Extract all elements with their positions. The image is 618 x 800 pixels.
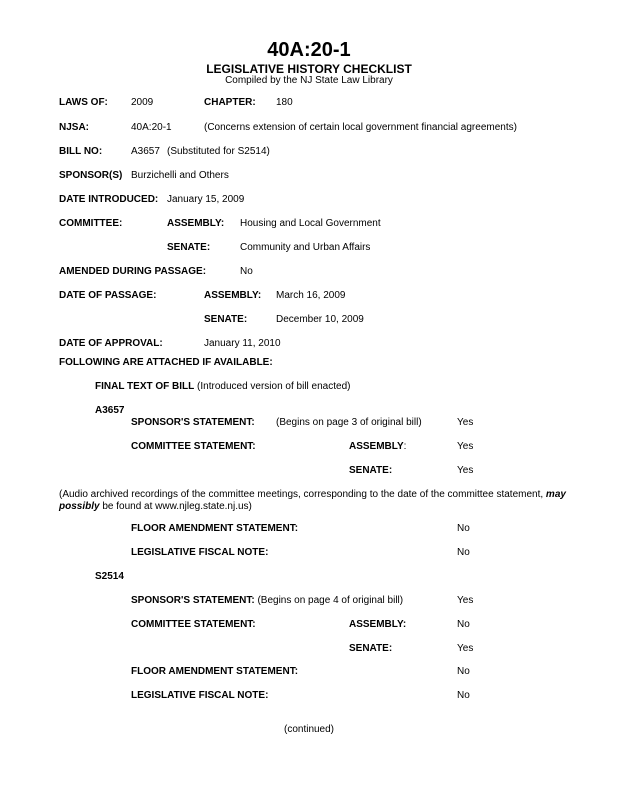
- chapter-value: 180: [276, 97, 293, 108]
- committee-senate-label: SENATE:: [167, 242, 211, 253]
- final-text-line: [95, 381, 350, 393]
- date-of-approval-value: January 11, 2010: [204, 338, 281, 349]
- a3657-assembly-colon: :: [403, 441, 407, 452]
- committee-assembly-value: Housing and Local Government: [240, 218, 381, 229]
- s2514-sponsor-statement-label: SPONSOR'S STATEMENT:: [131, 595, 255, 606]
- bill-no-note: (Substituted for S2514): [167, 146, 270, 157]
- date-introduced-value: January 15, 2009: [167, 194, 245, 205]
- passage-assembly-value: March 16, 2009: [276, 290, 346, 301]
- a3657-fiscal-value: No: [457, 547, 470, 558]
- date-of-passage-label: DATE OF PASSAGE:: [59, 290, 157, 301]
- a3657-assembly-value: Yes: [457, 441, 474, 452]
- continued-note: (continued): [283, 724, 335, 735]
- amended-value: No: [240, 266, 253, 277]
- s2514-senate-value: Yes: [457, 643, 474, 654]
- committee-label: COMMITTEE:: [59, 218, 123, 229]
- a3657-assembly-label: ASSEMBLY: [349, 441, 404, 452]
- s2514-label: S2514: [95, 571, 124, 582]
- s2514-committee-statement-label: COMMITTEE STATEMENT:: [131, 619, 256, 630]
- laws-of-value: 2009: [131, 97, 154, 108]
- date-of-approval-label: DATE OF APPROVAL:: [59, 338, 163, 349]
- s2514-floor-label: FLOOR AMENDMENT STATEMENT:: [131, 666, 299, 677]
- page-subtitle: LEGISLATIVE HISTORY CHECKLIST: [206, 62, 412, 76]
- a3657-floor-value: No: [457, 523, 470, 534]
- a3657-sponsor-statement-label: SPONSOR'S STATEMENT:: [131, 417, 255, 428]
- a3657-senate-value: Yes: [457, 465, 474, 476]
- bill-no-label: BILL NO:: [59, 146, 103, 157]
- passage-senate-label: SENATE:: [204, 314, 248, 325]
- amended-label: AMENDED DURING PASSAGE:: [59, 266, 207, 277]
- attached-heading: FOLLOWING ARE ATTACHED IF AVAILABLE:: [59, 357, 273, 368]
- s2514-fiscal-label: LEGISLATIVE FISCAL NOTE:: [131, 690, 269, 701]
- page-title: 40A:20-1: [267, 39, 351, 61]
- a3657-label: A3657: [95, 405, 125, 416]
- final-text-note: (Introduced version of bill enacted): [197, 381, 351, 392]
- a3657-assembly-line: [349, 441, 406, 453]
- committee-senate-value: Community and Urban Affairs: [240, 242, 371, 253]
- s2514-sponsor-line: [131, 595, 403, 607]
- a3657-sponsor-statement-value: Yes: [457, 417, 474, 428]
- chapter-label: CHAPTER:: [204, 97, 256, 108]
- s2514-senate-label: SENATE:: [349, 643, 393, 654]
- s2514-floor-value: No: [457, 666, 470, 677]
- a3657-fiscal-label: LEGISLATIVE FISCAL NOTE:: [131, 547, 269, 558]
- audio-note-part2: be found at www.njleg.state.nj.us): [99, 501, 252, 512]
- compiled-by: Compiled by the NJ State Law Library: [225, 75, 393, 86]
- audio-archive-note: [59, 489, 579, 513]
- audio-note-part1: (Audio archived recordings of the committee meetings, corresponding to the date of the committee statement,: [59, 489, 546, 500]
- njsa-value: 40A:20-1: [131, 122, 172, 133]
- a3657-sponsor-statement-note: (Begins on page 3 of original bill): [276, 417, 422, 428]
- njsa-label: NJSA:: [59, 122, 90, 133]
- njsa-description: (Concerns extension of certain local government financial agreements): [204, 122, 517, 133]
- passage-assembly-label: ASSEMBLY:: [204, 290, 262, 301]
- audio-note-emphasis: may possibly: [59, 489, 566, 512]
- committee-assembly-label: ASSEMBLY:: [167, 218, 225, 229]
- a3657-committee-statement-label: COMMITTEE STATEMENT:: [131, 441, 256, 452]
- s2514-assembly-value: No: [457, 619, 470, 630]
- s2514-assembly-label: ASSEMBLY:: [349, 619, 407, 630]
- s2514-sponsor-statement-note: (Begins on page 4 of original bill): [254, 595, 404, 606]
- s2514-fiscal-value: No: [457, 690, 470, 701]
- bill-no-value: A3657: [131, 146, 160, 157]
- s2514-sponsor-statement-value: Yes: [457, 595, 474, 606]
- a3657-floor-label: FLOOR AMENDMENT STATEMENT:: [131, 523, 299, 534]
- sponsors-label: SPONSOR(S): [59, 170, 123, 181]
- date-introduced-label: DATE INTRODUCED:: [59, 194, 159, 205]
- laws-of-label: LAWS OF:: [59, 97, 108, 108]
- passage-senate-value: December 10, 2009: [276, 314, 364, 325]
- a3657-senate-label: SENATE:: [349, 465, 393, 476]
- sponsors-value: Burzichelli and Others: [131, 170, 229, 181]
- final-text-label: FINAL TEXT OF BILL: [95, 381, 195, 392]
